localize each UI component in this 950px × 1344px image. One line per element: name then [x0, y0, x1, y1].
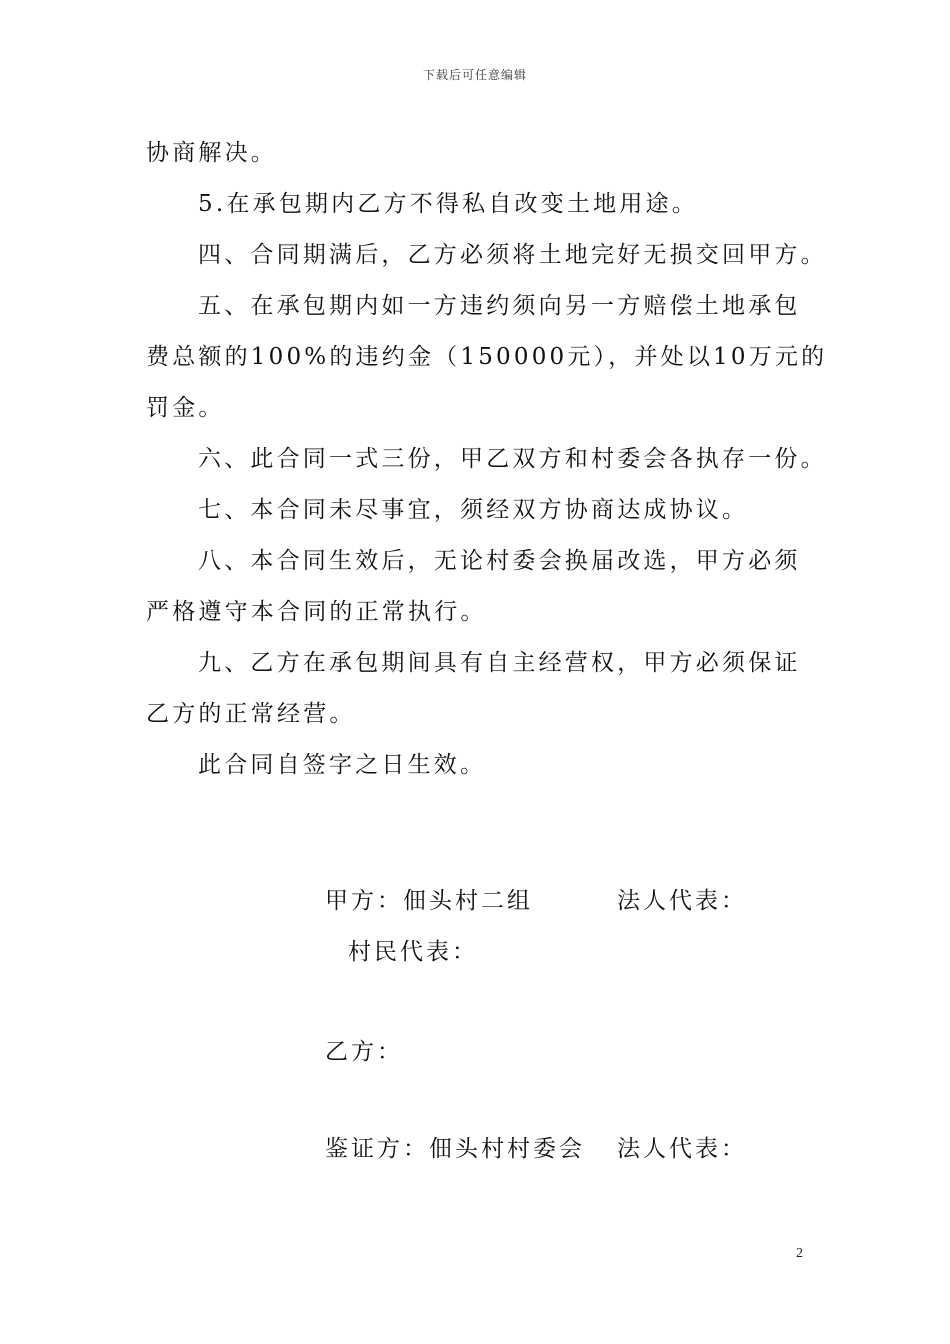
clause-eight: 八、本合同生效后，无论村委会换届改选，甲方必须	[198, 548, 801, 574]
clause-eight-cont: 严格遵守本合同的正常执行。	[146, 599, 487, 625]
party-b-label: 乙方：	[325, 1039, 403, 1065]
page-number: 2	[796, 1246, 803, 1261]
clause-seven: 七、本合同未尽事宜，须经双方协商达成协议。	[198, 497, 749, 523]
clause-five: 五、在承包期内如一方违约须向另一方赔偿土地承包	[198, 293, 801, 319]
party-a-label: 甲方：佃头村二组	[325, 888, 533, 914]
party-a-legal-rep: 法人代表：	[617, 888, 747, 914]
clause-5: 5.在承包期内乙方不得私自改变土地用途。	[198, 191, 698, 217]
effective-clause: 此合同自签字之日生效。	[198, 752, 487, 778]
clause-five-end: 罚金。	[146, 395, 225, 421]
witness-label: 鉴证方：佃头村村委会	[325, 1136, 585, 1162]
clause-five-cont: 费总额的100%的违约金（150000元），并处以10万元的	[146, 344, 828, 370]
clause-six: 六、此合同一式三份，甲乙双方和村委会各执存一份。	[198, 446, 827, 472]
clause-nine-cont: 乙方的正常经营。	[146, 701, 356, 727]
villager-rep-label: 村民代表：	[348, 939, 478, 965]
body-line: 协商解决。	[146, 140, 277, 166]
contract-body	[146, 128, 828, 791]
page-header: 下载后可任意编辑	[422, 68, 527, 82]
clause-four: 四、合同期满后，乙方必须将土地完好无损交回甲方。	[198, 242, 827, 268]
witness-legal-rep: 法人代表：	[617, 1136, 747, 1162]
clause-nine: 九、乙方在承包期间具有自主经营权，甲方必须保证	[198, 650, 801, 676]
